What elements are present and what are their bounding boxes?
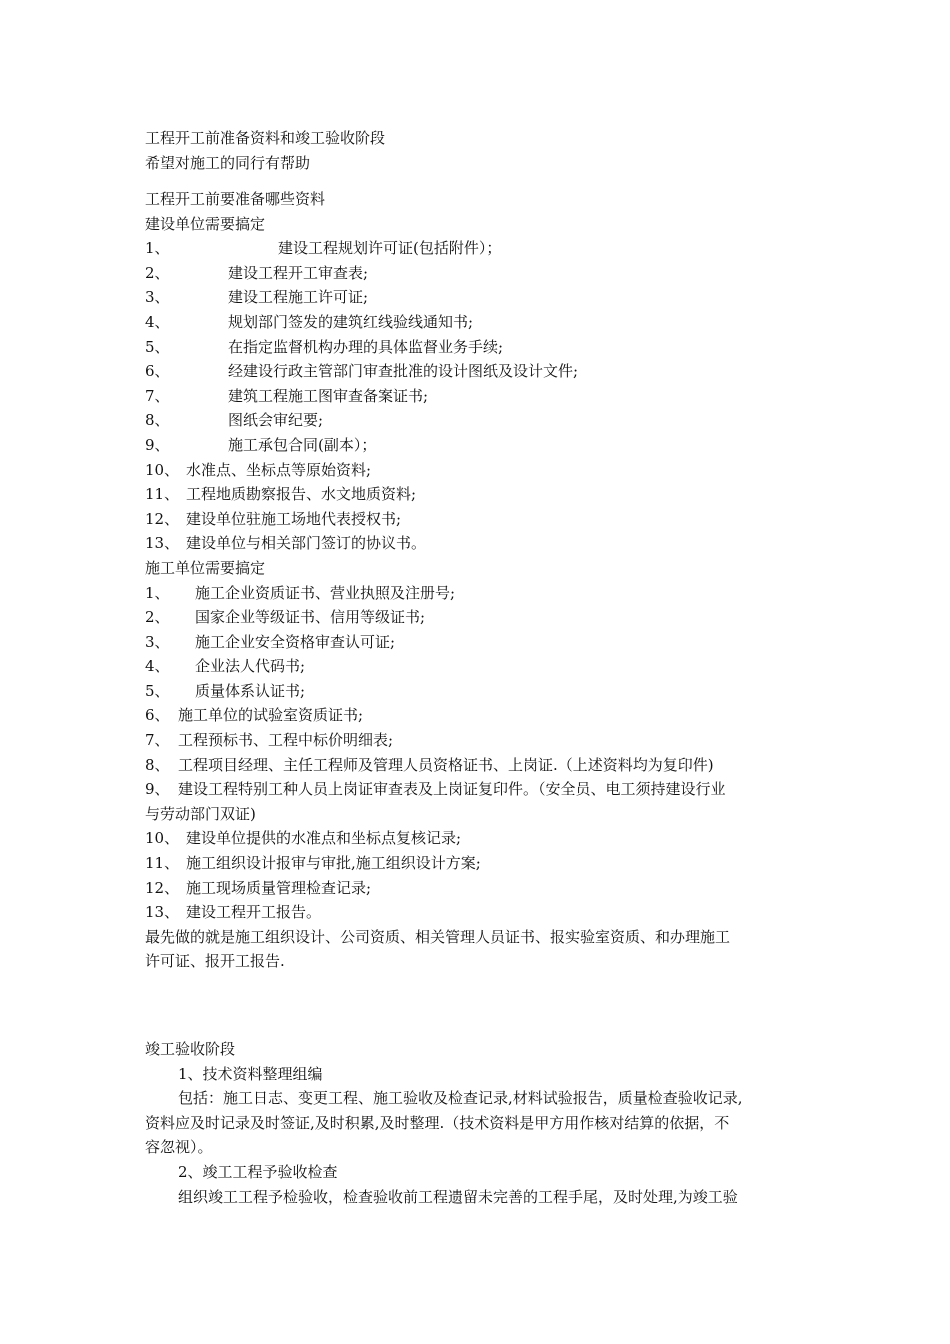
item-number: 9、 bbox=[145, 435, 170, 454]
list-item bbox=[145, 285, 815, 310]
intro-block bbox=[145, 126, 815, 175]
list-item bbox=[145, 335, 815, 360]
item-text: 建设单位提供的水准点和坐标点复核记录; bbox=[186, 829, 462, 848]
item-number: 6、 bbox=[145, 706, 170, 725]
item-text: 建筑工程施工图审查备案证书; bbox=[228, 386, 429, 405]
before-start-section bbox=[145, 187, 815, 974]
list-item bbox=[145, 482, 815, 507]
item-text: 经建设行政主管部门审查批准的设计图纸及设计文件; bbox=[228, 362, 579, 381]
contractor-heading: 施工单位需要搞定 bbox=[145, 558, 266, 577]
list-item bbox=[145, 851, 815, 876]
item-number: 2、 bbox=[145, 608, 170, 627]
list-item bbox=[145, 236, 815, 261]
item-text: 规划部门签发的建筑红线验线通知书; bbox=[228, 312, 474, 331]
paragraph-line: 容忽视）。 bbox=[145, 1138, 213, 1157]
item-number: 4、 bbox=[145, 312, 170, 331]
item-text: 施工组织设计报审与审批,施工组织设计方案; bbox=[186, 854, 481, 873]
item-number: 11、 bbox=[145, 854, 180, 873]
list-item bbox=[145, 777, 815, 802]
item-text: 在指定监督机构办理的具体监督业务手续; bbox=[228, 337, 504, 356]
list-item bbox=[145, 310, 815, 335]
item-number: 5、 bbox=[145, 681, 170, 700]
item-text: 企业法人代码书; bbox=[195, 657, 306, 676]
item-text: 施工现场质量管理检查记录; bbox=[186, 878, 372, 897]
item-text: 建设单位与相关部门签订的协议书。 bbox=[186, 534, 427, 553]
item-text: 国家企业等级证书、信用等级证书; bbox=[195, 608, 426, 627]
document-subtitle: 希望对施工的同行有帮助 bbox=[145, 153, 311, 172]
list-item bbox=[145, 384, 815, 409]
paragraph-line: 资料应及时记录及时签证,及时积累,及时整理.（技术资料是甲方用作核对结算的依据，不 bbox=[145, 1113, 730, 1132]
item-number: 3、 bbox=[145, 632, 170, 651]
item-text: 工程项目经理、主任工程师及管理人员资格证书、上岗证.（上述资料均为复印件) bbox=[178, 755, 714, 774]
item-number: 5、 bbox=[145, 337, 170, 356]
list-item bbox=[145, 654, 815, 679]
item-number: 12、 bbox=[145, 509, 180, 528]
list-item bbox=[145, 605, 815, 630]
item-text: 建设工程开工审查表; bbox=[228, 263, 369, 282]
item-text: 施工企业资质证书、营业执照及注册号; bbox=[195, 583, 456, 602]
owner-heading: 建设单位需要搞定 bbox=[145, 214, 266, 233]
item-text: 工程预标书、工程中标价明细表; bbox=[178, 731, 394, 750]
item-number: 6、 bbox=[145, 362, 170, 381]
list-item bbox=[145, 581, 815, 606]
list-item bbox=[145, 531, 815, 556]
section-heading: 工程开工前要准备哪些资料 bbox=[145, 190, 326, 208]
item-text: 建设工程开工报告。 bbox=[186, 903, 322, 922]
item-number: 11、 bbox=[145, 485, 180, 504]
list-item bbox=[145, 876, 815, 901]
list-item bbox=[145, 900, 815, 925]
list-item-continuation bbox=[145, 802, 815, 827]
list-item bbox=[145, 261, 815, 286]
item-number: 8、 bbox=[145, 755, 170, 774]
item-text: 图纸会审纪要; bbox=[228, 411, 324, 430]
subsection-title: 1、技术资料整理组编 bbox=[178, 1064, 323, 1083]
list-item bbox=[145, 458, 815, 483]
list-item bbox=[145, 728, 815, 753]
item-number: 13、 bbox=[145, 903, 180, 922]
list-item bbox=[145, 753, 815, 778]
list-item bbox=[145, 359, 815, 384]
item-number: 8、 bbox=[145, 411, 170, 430]
completion-heading: 竣工验收阶段 bbox=[145, 1040, 236, 1058]
item-number: 7、 bbox=[145, 386, 170, 405]
item-text: 建设工程特别工种人员上岗证审查表及上岗证复印件。（安全员、电工须持建设行业 bbox=[178, 780, 726, 799]
item-text: 建设单位驻施工场地代表授权书; bbox=[186, 509, 402, 528]
list-item bbox=[145, 679, 815, 704]
item-number: 4、 bbox=[145, 657, 170, 676]
item-text: 施工企业安全资格审查认可证; bbox=[195, 632, 396, 651]
item-number: 12、 bbox=[145, 878, 180, 897]
item-text: 工程地质勘察报告、水文地质资料; bbox=[186, 485, 417, 504]
item-number: 13、 bbox=[145, 534, 180, 553]
item-number: 9、 bbox=[145, 780, 170, 799]
item-text: 质量体系认证书; bbox=[195, 681, 306, 700]
paragraph-line: 包括：施工日志、变更工程、施工验收及检查记录,材料试验报告，质量检查验收记录, bbox=[178, 1089, 743, 1108]
item-text: 施工承包合同(副本）； bbox=[228, 435, 377, 454]
list-item bbox=[145, 630, 815, 655]
list-item bbox=[145, 408, 815, 433]
summary-line: 最先做的就是施工组织设计、公司资质、相关管理人员证书、报实验室资质、和办理施工 bbox=[145, 927, 731, 946]
summary-line: 许可证、报开工报告. bbox=[145, 952, 285, 971]
paragraph-line: 组织竣工工程予检验收，检查验收前工程遗留未完善的工程手尾，及时处理,为竣工验 bbox=[178, 1187, 738, 1206]
item-text: 建设工程施工许可证; bbox=[228, 288, 369, 307]
list-item bbox=[145, 703, 815, 728]
list-item bbox=[145, 826, 815, 851]
list-item bbox=[145, 433, 815, 458]
item-number: 7、 bbox=[145, 731, 170, 750]
item-number: 10、 bbox=[145, 829, 180, 848]
subsection-title: 2、竣工工程予验收检查 bbox=[178, 1162, 338, 1181]
item-number: 1、 bbox=[145, 583, 170, 602]
item-text: 水准点、坐标点等原始资料; bbox=[186, 460, 372, 479]
completion-section bbox=[145, 1037, 815, 1209]
item-number: 1、 bbox=[145, 239, 170, 258]
item-text: 施工单位的试验室资质证书; bbox=[178, 706, 364, 725]
list-item bbox=[145, 507, 815, 532]
item-number: 10、 bbox=[145, 460, 180, 479]
item-number: 3、 bbox=[145, 288, 170, 307]
item-text: 与劳动部门双证) bbox=[145, 804, 256, 823]
item-text: 建设工程规划许可证(包括附件）； bbox=[278, 239, 502, 258]
document-title: 工程开工前准备资料和竣工验收阶段 bbox=[145, 129, 386, 147]
item-number: 2、 bbox=[145, 263, 170, 282]
